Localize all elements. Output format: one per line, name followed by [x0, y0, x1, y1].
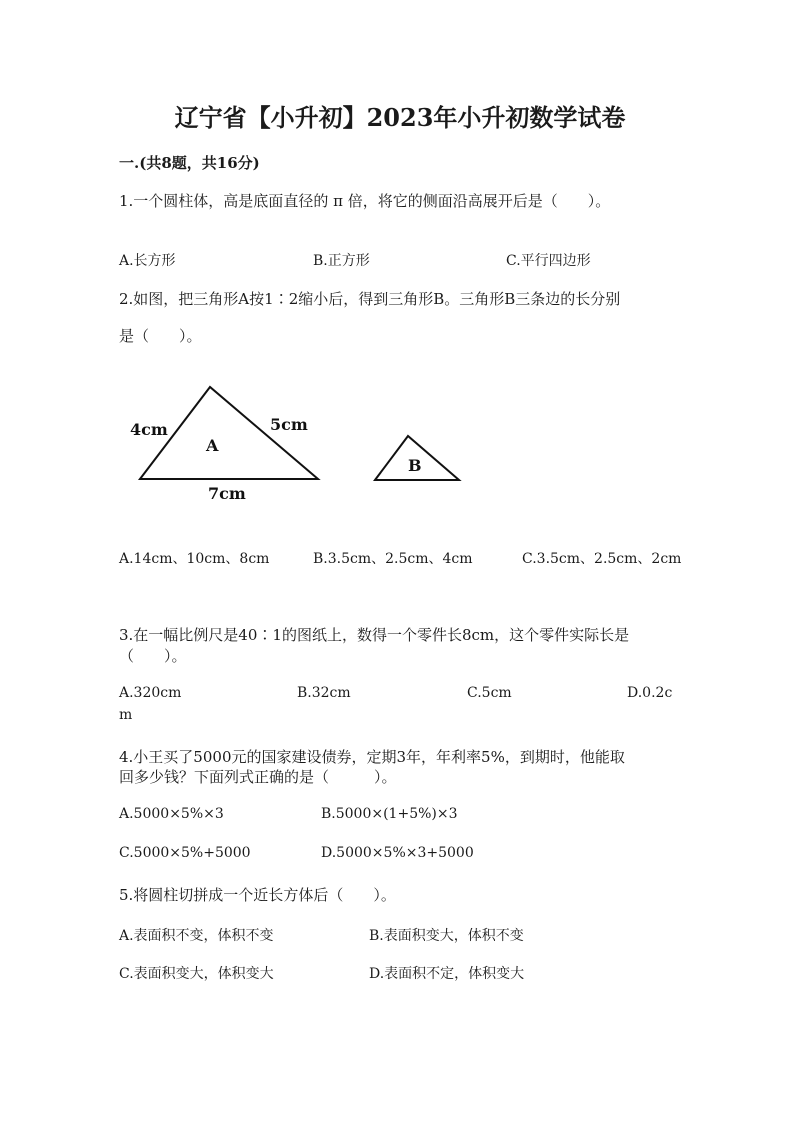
q3-option-a: A.320cm — [119, 685, 182, 701]
q1-option-c: C.平行四边形 — [506, 253, 591, 269]
q5-option-b: B.表面积变大，体积不变 — [369, 928, 524, 944]
triangle-b-label: B — [408, 456, 422, 475]
q5-option-a: A.表面积不变，体积不变 — [119, 928, 274, 944]
side-left-label: 4cm — [130, 420, 168, 439]
side-bottom-label: 7cm — [208, 484, 246, 503]
q3-option-d: D.0.2c — [627, 685, 673, 701]
question-3-stem-line1: 3.在一幅比例尺是40∶1的图纸上，数得一个零件长8cm，这个零件实际长是 — [119, 626, 630, 644]
q3-option-b: B.32cm — [297, 685, 351, 701]
question-4-stem-line1: 4.小王买了5000元的国家建设债券，定期3年，年利率5%，到期时，他能取 — [119, 748, 625, 766]
triangle-a-label: A — [206, 436, 219, 455]
page-title: 辽宁省【小升初】2023年小升初数学试卷 — [174, 103, 626, 132]
q4-option-c: C.5000×5%+5000 — [119, 845, 251, 861]
q5-option-d: D.表面积不定，体积变大 — [369, 966, 525, 982]
q2-option-c: C.3.5cm、2.5cm、2cm — [522, 551, 682, 567]
q3-option-c: C.5cm — [467, 685, 512, 701]
question-2-stem-line2: 是（ ）。 — [119, 327, 202, 345]
q4-option-a: A.5000×5%×3 — [119, 806, 224, 822]
q5-option-c: C.表面积变大，体积变大 — [119, 966, 274, 982]
question-1-stem: 1.一个圆柱体，高是底面直径的 π 倍，将它的侧面沿高展开后是（ ）。 — [119, 192, 611, 210]
q3-option-d-wrap: m — [119, 707, 133, 723]
q2-option-b: B.3.5cm、2.5cm、4cm — [313, 551, 473, 567]
q2-option-a: A.14cm、10cm、8cm — [119, 551, 270, 567]
side-right-label: 5cm — [270, 415, 308, 434]
question-2-stem-line1: 2.如图，把三角形A按1∶2缩小后，得到三角形B。三角形B三条边的长分别 — [119, 290, 621, 308]
question-4-stem-line2: 回多少钱？下面列式正确的是（ ）。 — [119, 768, 397, 786]
q4-option-d: D.5000×5%×3+5000 — [321, 845, 474, 861]
q4-option-b: B.5000×(1+5%)×3 — [321, 806, 458, 822]
question-5-stem: 5.将圆柱切拼成一个近长方体后（ ）。 — [119, 886, 396, 904]
q1-option-b: B.正方形 — [313, 253, 370, 269]
question-3-stem-line2: （ ）。 — [119, 647, 187, 665]
q1-option-a: A.长方形 — [119, 253, 176, 269]
section-heading: 一.(共8题，共16分) — [119, 154, 260, 172]
